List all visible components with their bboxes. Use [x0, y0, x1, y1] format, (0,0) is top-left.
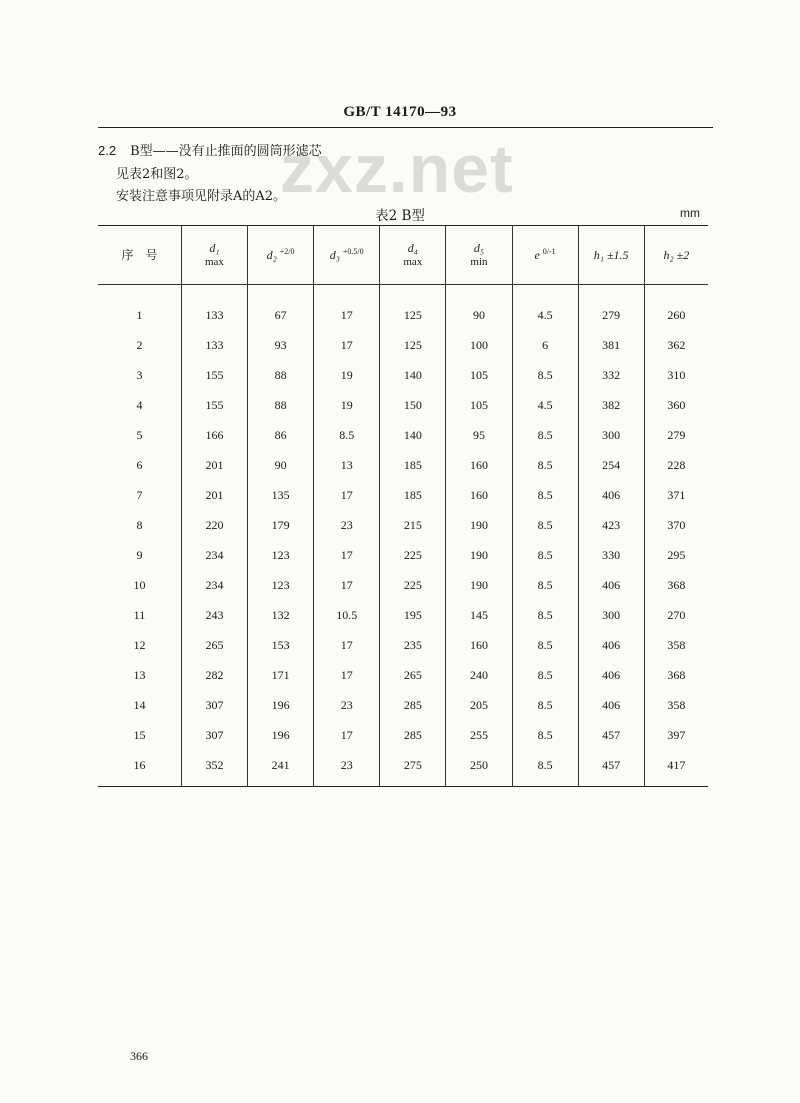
table-cell: 279: [578, 285, 644, 331]
table-cell: 160: [446, 480, 512, 510]
table-cell: 332: [578, 360, 644, 390]
table-row: [98, 330, 708, 360]
table-cell: 382: [578, 390, 644, 420]
table-cell: 190: [446, 570, 512, 600]
header-cell: [380, 226, 446, 285]
table-cell: 282: [181, 660, 247, 690]
table-cell: 8.5: [512, 360, 578, 390]
table-row: [98, 600, 708, 630]
header-rule: [98, 127, 713, 128]
table-cell: 195: [380, 600, 446, 630]
table-cell: 23: [314, 690, 380, 720]
table-row: [98, 285, 708, 331]
table-cell: 307: [181, 690, 247, 720]
table-cell: 23: [314, 750, 380, 787]
table-header-row: [98, 226, 708, 285]
table-cell: 368: [644, 660, 708, 690]
header-cell: [578, 226, 644, 285]
table-cell: 17: [314, 570, 380, 600]
header-label: d₃: [329, 248, 340, 262]
table-row: [98, 450, 708, 480]
page-number: 366: [130, 1049, 148, 1063]
table-cell: 8: [136, 517, 143, 532]
table-cell: 397: [644, 720, 708, 750]
header-label: e: [534, 248, 540, 262]
header-cell: [512, 226, 578, 285]
table-cell: 86: [248, 420, 314, 450]
table-cell: 8.5: [512, 720, 578, 750]
table-row: [98, 690, 708, 720]
section-text-line-2: 见表2和图2。: [116, 167, 198, 182]
table-cell: 125: [380, 330, 446, 360]
table-cell: 160: [446, 630, 512, 660]
table-cell: 8.5: [512, 420, 578, 450]
table-row: [98, 360, 708, 390]
table-cell: 105: [446, 390, 512, 420]
table-cell: 17: [314, 630, 380, 660]
table-cell: 250: [446, 750, 512, 787]
table-cell: 285: [380, 690, 446, 720]
table-cell: 19: [314, 360, 380, 390]
table-cell: 16: [133, 757, 146, 772]
table-row: [98, 660, 708, 690]
table-cell: 6: [136, 457, 143, 472]
table-cell: 90: [248, 450, 314, 480]
table-cell: 190: [446, 510, 512, 540]
table-cell: 300: [578, 600, 644, 630]
table-cell: 370: [644, 510, 708, 540]
table-cell: 135: [248, 480, 314, 510]
table-cell: 423: [578, 510, 644, 540]
table-cell: 285: [380, 720, 446, 750]
header-sub: min: [470, 255, 488, 268]
table-cell: 196: [248, 720, 314, 750]
table-cell: 381: [578, 330, 644, 360]
table-cell: 8.5: [512, 510, 578, 540]
header-label: d₄: [407, 240, 418, 255]
table-cell: 406: [578, 690, 644, 720]
table-cell: 4.5: [512, 285, 578, 331]
table-cell: 8.5: [512, 480, 578, 510]
table-cell: 457: [578, 750, 644, 787]
table-cell: 265: [380, 660, 446, 690]
table-cell: 352: [181, 750, 247, 787]
table-cell: 8.5: [512, 540, 578, 570]
table-cell: 2: [136, 337, 143, 352]
table-cell: 155: [181, 390, 247, 420]
table-cell: 234: [181, 570, 247, 600]
table-cell: 260: [644, 285, 708, 331]
table-cell: 145: [446, 600, 512, 630]
table-cell: 8.5: [512, 600, 578, 630]
table-cell: 179: [248, 510, 314, 540]
table-cell: 155: [181, 360, 247, 390]
table-row: [98, 420, 708, 450]
header-label: d₁: [209, 240, 220, 255]
table-cell: 371: [644, 480, 708, 510]
table-cell: 205: [446, 690, 512, 720]
table-cell: 196: [248, 690, 314, 720]
table-row: [98, 540, 708, 570]
table-cell: 17: [314, 540, 380, 570]
table-cell: 275: [380, 750, 446, 787]
table-cell: 241: [248, 750, 314, 787]
header-cell: [98, 226, 181, 285]
table-cell: 362: [644, 330, 708, 360]
table-body: [98, 285, 708, 787]
header-label: d₂: [266, 248, 277, 262]
table-cell: 8.5: [512, 750, 578, 787]
table-cell: 265: [181, 630, 247, 660]
table-cell: 358: [644, 690, 708, 720]
header-label: d₅: [473, 240, 485, 255]
header-label: h₁ ±1.5: [593, 247, 629, 262]
table-cell: 307: [181, 720, 247, 750]
table-row: [98, 480, 708, 510]
header-cell: [314, 226, 380, 285]
table-cell: 17: [314, 480, 380, 510]
table-cell: 123: [248, 540, 314, 570]
table-cell: 11: [133, 607, 146, 622]
table-cell: 100: [446, 330, 512, 360]
table-cell: 406: [578, 660, 644, 690]
table-cell: 8.5: [512, 630, 578, 660]
table-cell: 19: [314, 390, 380, 420]
table-row: [98, 390, 708, 420]
table-row: [98, 750, 708, 787]
table-row: [98, 510, 708, 540]
table-cell: 15: [133, 727, 146, 742]
table-cell: 254: [578, 450, 644, 480]
table-cell: 14: [133, 697, 146, 712]
table-cell: 13: [133, 667, 146, 682]
table-cell: 140: [380, 420, 446, 450]
table-cell: 23: [314, 510, 380, 540]
table-cell: 88: [248, 390, 314, 420]
table-cell: 360: [644, 390, 708, 420]
table-cell: 300: [578, 420, 644, 450]
section-title: B型——没有止推面的圆筒形滤芯: [130, 144, 322, 159]
header-tolerance: +2/0: [279, 247, 295, 256]
table-cell: 17: [314, 330, 380, 360]
table-cell: 90: [446, 285, 512, 331]
section-number: 2.2: [98, 143, 117, 158]
header-tolerance: +0.5/0: [342, 247, 364, 256]
table-cell: 10.5: [314, 600, 380, 630]
table-cell: 406: [578, 480, 644, 510]
table-cell: 243: [181, 600, 247, 630]
table-cell: 3: [136, 367, 143, 382]
table-cell: 140: [380, 360, 446, 390]
table-cell: 150: [380, 390, 446, 420]
table-cell: 215: [380, 510, 446, 540]
table-cell: 279: [644, 420, 708, 450]
table-cell: 201: [181, 450, 247, 480]
table-cell: 417: [644, 750, 708, 787]
table-cell: 406: [578, 630, 644, 660]
table-cell: 153: [248, 630, 314, 660]
table-cell: 201: [181, 480, 247, 510]
table-cell: 4.5: [512, 390, 578, 420]
spec-table: [98, 225, 708, 787]
table-unit: mm: [680, 206, 700, 220]
table-cell: 190: [446, 540, 512, 570]
table-cell: 160: [446, 450, 512, 480]
section-heading: [98, 140, 322, 159]
standard-code: GB/T 14170—93: [343, 104, 457, 120]
table-cell: 8.5: [314, 420, 380, 450]
table-cell: 225: [380, 540, 446, 570]
table-cell: 171: [248, 660, 314, 690]
table-cell: 8.5: [512, 660, 578, 690]
header-cell: [248, 226, 314, 285]
header-cell: [446, 226, 512, 285]
table-title: 表2 B型: [375, 208, 425, 224]
table-row: [98, 570, 708, 600]
table-cell: 235: [380, 630, 446, 660]
table-cell: 5: [136, 427, 143, 442]
table-cell: 7: [136, 487, 143, 502]
table-cell: 95: [446, 420, 512, 450]
table-cell: 240: [446, 660, 512, 690]
table-cell: 270: [644, 600, 708, 630]
header-cell: [181, 226, 247, 285]
table-cell: 255: [446, 720, 512, 750]
table-cell: 88: [248, 360, 314, 390]
header-label: h₂ ±2: [663, 247, 690, 262]
table-cell: 10: [133, 577, 146, 592]
table-cell: 6: [512, 330, 578, 360]
table-row: [98, 630, 708, 660]
table-cell: 67: [248, 285, 314, 331]
table-cell: 8.5: [512, 450, 578, 480]
table-cell: 457: [578, 720, 644, 750]
table-cell: 310: [644, 360, 708, 390]
table-cell: 133: [181, 330, 247, 360]
table-cell: 17: [314, 285, 380, 331]
table-cell: 185: [380, 450, 446, 480]
table-cell: 105: [446, 360, 512, 390]
header-tolerance: 0/-1: [542, 247, 556, 256]
table-row: [98, 720, 708, 750]
header-sub: max: [403, 255, 423, 268]
table-cell: 185: [380, 480, 446, 510]
header-label: 序 号: [121, 247, 158, 262]
table-cell: 8.5: [512, 690, 578, 720]
table-cell: 133: [181, 285, 247, 331]
table-cell: 8.5: [512, 570, 578, 600]
table-cell: 12: [133, 637, 146, 652]
table-cell: 234: [181, 540, 247, 570]
table-cell: 228: [644, 450, 708, 480]
header-cell: [644, 226, 708, 285]
watermark: zxz.net: [280, 131, 514, 207]
table-cell: 330: [578, 540, 644, 570]
table-cell: 93: [248, 330, 314, 360]
section-text-line-3: 安装注意事项见附录A的A2。: [116, 189, 287, 204]
table-cell: 368: [644, 570, 708, 600]
table-cell: 17: [314, 660, 380, 690]
table-cell: 4: [136, 397, 143, 412]
table-cell: 358: [644, 630, 708, 660]
table-cell: 123: [248, 570, 314, 600]
table-cell: 225: [380, 570, 446, 600]
table-cell: 17: [314, 720, 380, 750]
table-cell: 9: [136, 547, 143, 562]
table-cell: 132: [248, 600, 314, 630]
table-cell: 166: [181, 420, 247, 450]
table-cell: 295: [644, 540, 708, 570]
header-sub: max: [204, 255, 224, 268]
table-cell: 406: [578, 570, 644, 600]
table-cell: 1: [136, 307, 143, 322]
table-cell: 125: [380, 285, 446, 331]
table-cell: 220: [181, 510, 247, 540]
table-cell: 13: [314, 450, 380, 480]
